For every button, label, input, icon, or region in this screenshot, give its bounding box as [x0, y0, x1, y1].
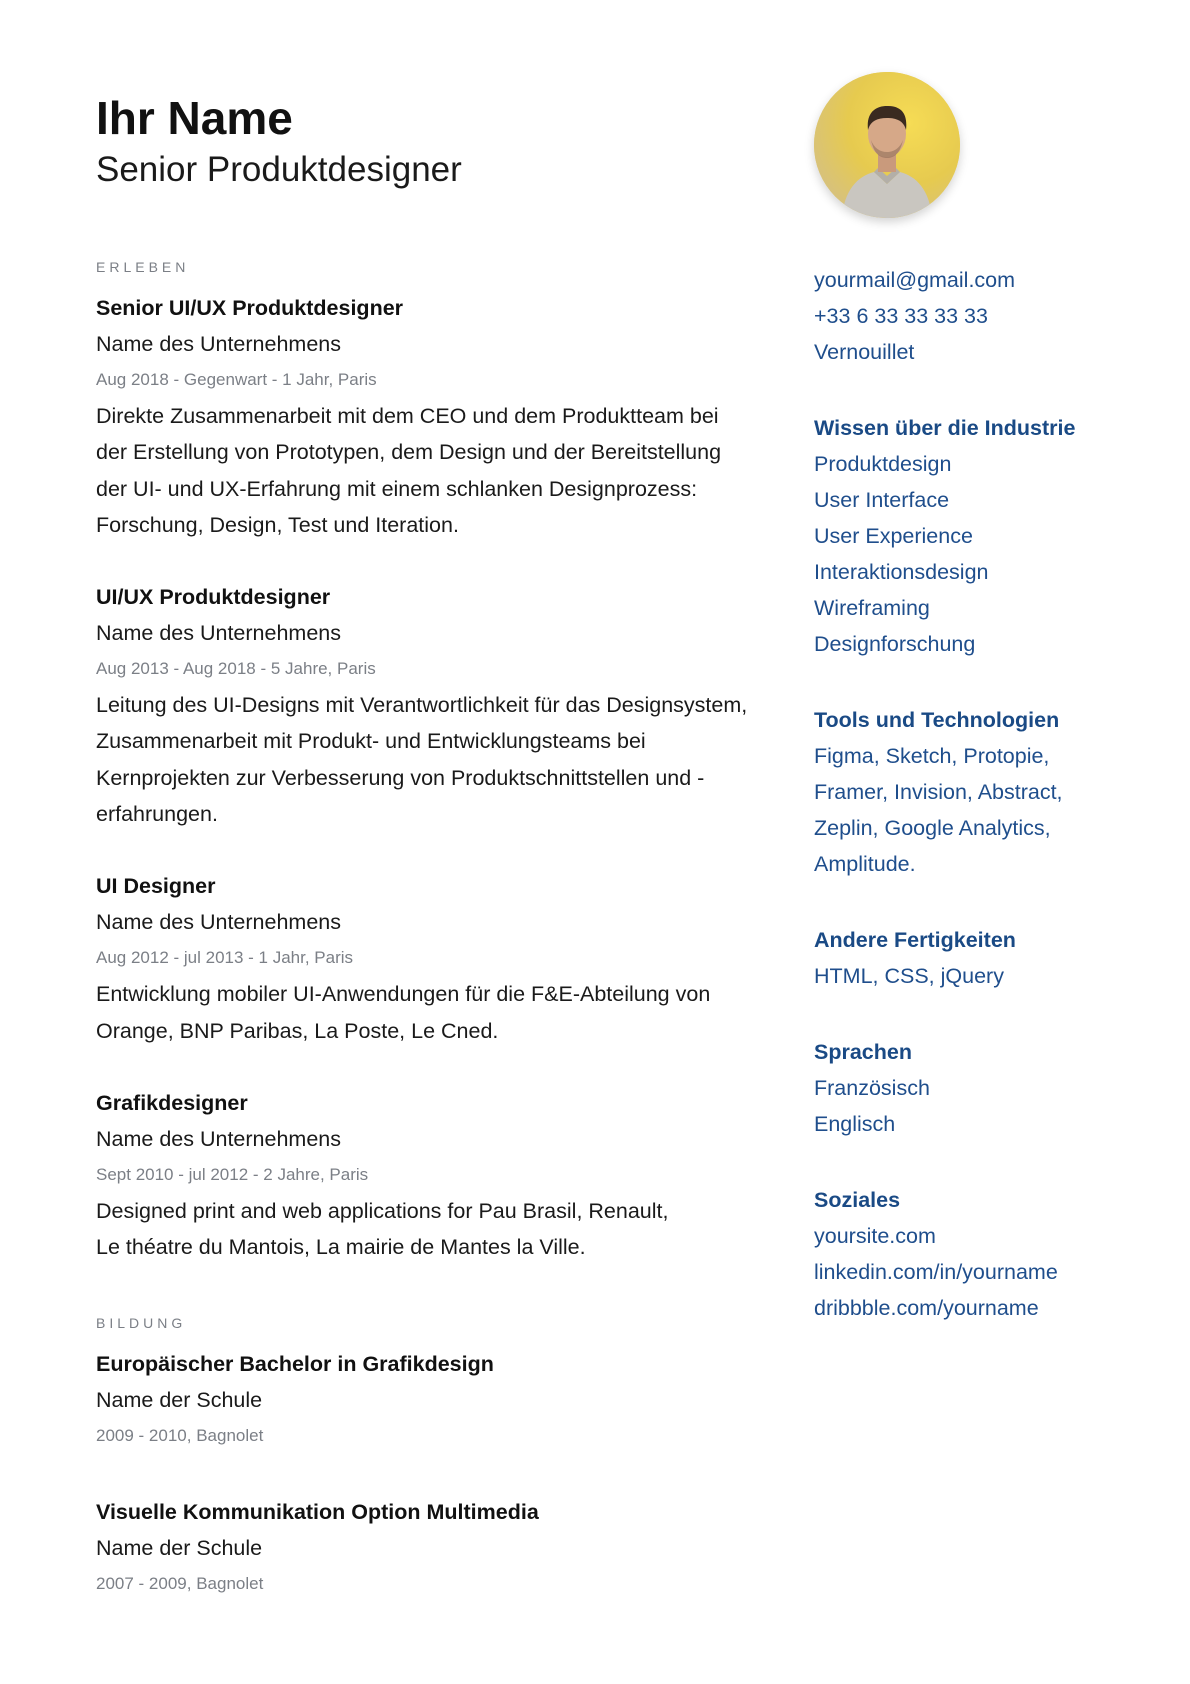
job-entry — [96, 1085, 786, 1266]
job-entry — [96, 579, 786, 832]
description-line: Zusammenarbeit mit Produkt- und Entwicklungsteams bei — [96, 729, 646, 754]
social-block — [814, 1182, 1174, 1326]
company-name: Name des Unternehmens — [96, 1126, 341, 1151]
description-line: Forschung, Design, Test und Iteration. — [96, 512, 459, 537]
profile-photo — [814, 72, 960, 218]
industry-block — [814, 410, 1174, 662]
sidebar — [814, 72, 1174, 1326]
industry-item: Produktdesign — [814, 452, 952, 476]
job-description — [96, 398, 786, 543]
education-entry — [96, 1346, 786, 1454]
job-headline: Senior Produktdesigner — [96, 150, 462, 189]
description-line: Orange, BNP Paribas, La Poste, Le Cned. — [96, 1018, 499, 1043]
description-line: Direkte Zusammenarbeit mit dem CEO und dem Produktteam bei — [96, 404, 719, 428]
industry-title: Wissen über die Industrie — [814, 416, 1076, 440]
experience-section-label: ERLEBEN — [96, 259, 190, 275]
description-line: Kernprojekten zur Verbesserung von Produktschnittstellen und - — [96, 765, 705, 790]
job-title: Grafikdesigner — [96, 1090, 248, 1115]
company-name: Name des Unternehmens — [96, 910, 341, 935]
job-title: UI/UX Produktdesigner — [96, 585, 331, 610]
other-skills-block — [814, 922, 1174, 994]
job-description — [96, 976, 786, 1049]
contact-block — [814, 262, 1174, 370]
languages-block — [814, 1034, 1174, 1142]
company-name: Name des Unternehmens — [96, 621, 341, 646]
other-skills-line: HTML, CSS, jQuery — [814, 964, 1004, 988]
languages-title: Sprachen — [814, 1040, 912, 1064]
tools-block — [814, 702, 1174, 882]
job-dates: Aug 2018 - Gegenwart - 1 Jahr, Paris — [96, 370, 377, 389]
education-dates: 2007 - 2009, Bagnolet — [96, 1573, 264, 1593]
tools-line: Zeplin, Google Analytics, — [814, 816, 1051, 840]
social-title: Soziales — [814, 1188, 901, 1212]
description-line: Le théatre du Mantois, La mairie de Mantes la Ville. — [96, 1235, 586, 1260]
description-line: der Erstellung von Prototypen, dem Design und der Bereitstellung — [96, 440, 722, 465]
company-name: Name des Unternehmens — [96, 332, 341, 356]
job-entry — [96, 868, 786, 1049]
industry-item: User Interface — [814, 488, 950, 512]
education-section-label: BILDUNG — [96, 1314, 187, 1331]
location-text: Vernouillet — [814, 340, 915, 364]
job-dates: Sept 2010 - jul 2012 - 2 Jahre, Paris — [96, 1164, 369, 1184]
other-skills-title: Andere Fertigkeiten — [814, 928, 1016, 952]
job-title: Senior UI/UX Produktdesigner — [96, 296, 404, 320]
job-title: UI Designer — [96, 874, 216, 899]
person-silhouette-icon — [814, 72, 960, 218]
description-line: Leitung des UI-Designs mit Verantwortlichkeit für das Designsystem, — [96, 693, 748, 718]
job-dates: Aug 2012 - jul 2013 - 1 Jahr, Paris — [96, 948, 354, 968]
phone-link[interactable]: +33 6 33 33 33 33 — [814, 304, 988, 328]
degree-title: Europäischer Bachelor in Grafikdesign — [96, 1351, 494, 1376]
linkedin-link[interactable]: linkedin.com/in/yourname — [814, 1260, 1058, 1284]
education-dates: 2009 - 2010, Bagnolet — [96, 1425, 264, 1445]
job-entry — [96, 290, 786, 543]
school-name: Name der Schule — [96, 1535, 263, 1560]
tools-line: Figma, Sketch, Protopie, — [814, 744, 1050, 768]
industry-item: Interaktionsdesign — [814, 560, 989, 584]
email-link[interactable]: yourmail@gmail.com — [814, 268, 1016, 292]
tools-line: Amplitude. — [814, 852, 916, 876]
tools-title: Tools und Technologien — [814, 708, 1060, 732]
industry-item: User Experience — [814, 524, 973, 548]
job-dates: Aug 2013 - Aug 2018 - 5 Jahre, Paris — [96, 659, 376, 679]
job-description — [96, 1193, 786, 1266]
industry-item: Designforschung — [814, 632, 976, 656]
school-name: Name der Schule — [96, 1387, 263, 1412]
job-description — [96, 687, 786, 832]
description-line: Designed print and web applications for Pau Brasil, Renault, — [96, 1198, 669, 1223]
language-item: Englisch — [814, 1112, 896, 1136]
description-line: erfahrungen. — [96, 802, 218, 827]
main-column — [96, 90, 786, 1602]
website-link[interactable]: yoursite.com — [814, 1224, 936, 1248]
education-entry — [96, 1494, 786, 1602]
person-name: Ihr Name — [96, 92, 293, 144]
tools-line: Framer, Invision, Abstract, — [814, 780, 1063, 804]
description-line: der UI- und UX-Erfahrung mit einem schlanken Designprozess: — [96, 476, 698, 501]
industry-item: Wireframing — [814, 596, 930, 620]
degree-title: Visuelle Kommunikation Option Multimedia — [96, 1499, 539, 1524]
dribbble-link[interactable]: dribbble.com/yourname — [814, 1296, 1039, 1320]
description-line: Entwicklung mobiler UI-Anwendungen für die F&E-Abteilung von — [96, 982, 711, 1007]
language-item: Französisch — [814, 1076, 930, 1100]
